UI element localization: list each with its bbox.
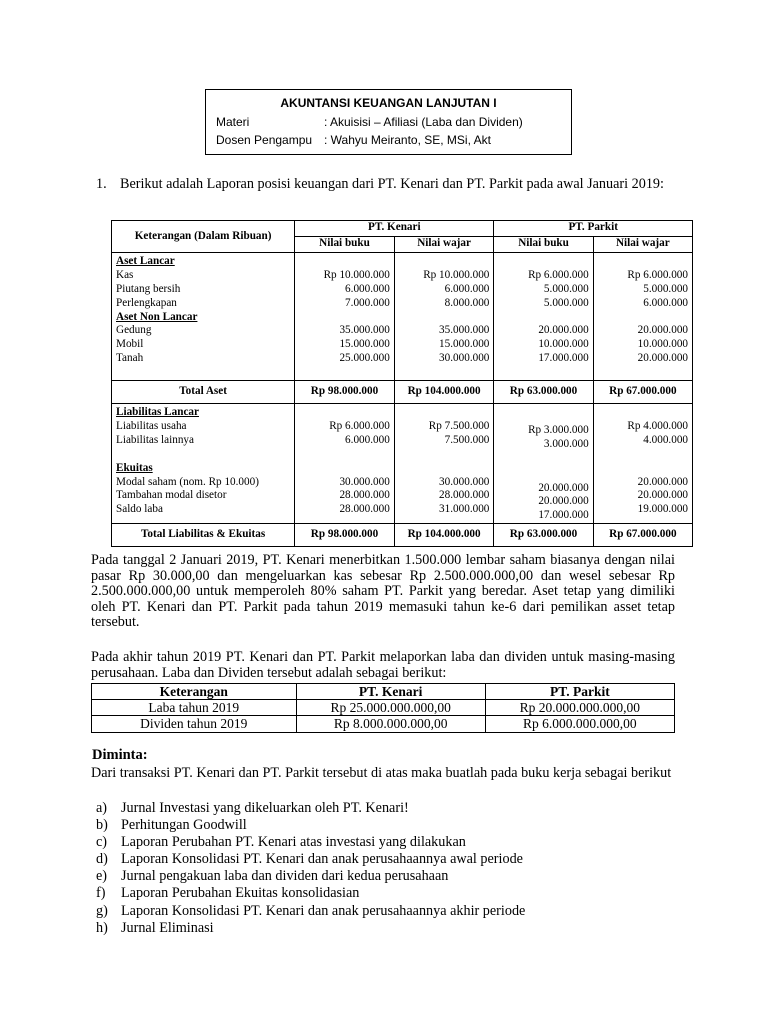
course-title: AKUNTANSI KEUANGAN LANJUTAN I [280,96,497,110]
total-aset-row [112,381,693,404]
aset-lancar-heading: Aset Lancar [116,255,175,267]
row-parkit: Rp 6.000.000.000,00 [485,716,674,732]
kas-label: Kas [116,268,134,281]
kenari-wajar-assets [394,253,494,381]
value-cell: 6.000.000 [345,433,390,446]
list-item [96,868,525,885]
total-cell: Rp 63.000.000 [494,381,593,404]
dosen-row [216,133,491,147]
list-item [96,817,525,834]
value-cell: 17.000.000 [538,352,589,365]
value-cell: 30.000.000 [339,475,390,488]
value-cell: 7.000.000 [345,296,390,309]
parkit-buku-assets [494,253,593,381]
value-cell: 15.000.000 [339,338,390,351]
item-marker: h) [96,919,108,936]
parkit-wajar-assets [593,253,692,381]
value-cell: 31.000.000 [439,503,490,516]
value-cell: 35.000.000 [339,324,390,337]
value-cell: 30.000.000 [439,352,490,365]
dosen-label: Dosen Pengampu [216,133,313,147]
kenari-wajar-liab [394,404,494,524]
value-cell: Rp 4.000.000 [627,420,688,433]
value-cell: 28.000.000 [339,503,390,516]
value-cell: 20.000.000 [637,475,688,488]
value-cell: 3.000.000 [543,437,589,450]
list-item [96,834,525,851]
value-cell: 10.000.000 [637,338,688,351]
parkit-wajar-liab [593,404,692,524]
table-row [92,716,675,732]
nilai-wajar-kenari: Nilai wajar [394,237,494,253]
laba-col-kenari: PT. Kenari [296,684,485,700]
header-box [205,89,572,155]
value-cell: Rp 6.000.000 [627,268,688,281]
value-cell: 20.000.000 [637,324,688,337]
liabilities-labels [112,404,295,524]
value-cell: 15.000.000 [439,338,490,351]
value-cell: 19.000.000 [637,503,688,516]
value-cell: 6.000.000 [643,296,688,309]
nilai-buku-kenari: Nilai buku [295,237,395,253]
question-text: Berikut adalah Laporan posisi keuangan dari PT. Kenari dan PT. Parkit pada awal Januari 2019: [120,176,664,192]
total-cell: Rp 98.000.000 [295,381,395,404]
company-kenari: PT. Kenari [295,221,494,237]
assets-block [112,253,693,381]
kenari-buku-liab [295,404,395,524]
balance-sheet-table [111,220,693,547]
item-text: Jurnal Eliminasi [121,919,214,936]
list-item [96,920,525,937]
value-cell: 30.000.000 [439,475,490,488]
task-list [96,800,525,937]
item-text: Laporan Konsolidasi PT. Kenari dan anak perusahaannya awal periode [121,851,523,868]
materi-label: Materi [216,115,250,129]
value-cell: 28.000.000 [439,489,490,502]
item-marker: b) [96,817,108,834]
value-cell: 20.000.000 [637,489,688,502]
item-text: Jurnal pengakuan laba dan dividen dari kedua perusahaan [121,868,449,885]
question-number: 1. [96,176,107,192]
value-cell: 20.000.000 [538,324,589,337]
saldo-label: Saldo laba [116,503,163,516]
item-marker: d) [96,851,108,868]
value-cell: 4.000.000 [643,433,688,446]
value-cell: 28.000.000 [339,489,390,502]
total-cell: Rp 63.000.000 [494,524,593,547]
liabilities-block [112,404,693,524]
dosen-value: : Wahyu Meiranto, SE, MSi, Akt [324,133,491,147]
diminta-intro: Dari transaksi PT. Kenari dan PT. Parkit tersebut di atas maka buatlah pada buku kerja sebagai berikut [91,765,672,781]
tambahan-label: Tambahan modal disetor [116,489,227,502]
value-cell: Rp 3.000.000 [528,424,589,437]
liab-lain-label: Liabilitas lainnya [116,433,194,446]
gedung-label: Gedung [116,324,152,337]
item-marker: c) [96,834,108,851]
perlengkapan-label: Perlengkapan [116,296,177,309]
value-cell: Rp 6.000.000 [528,268,589,281]
parkit-buku-liab [494,404,593,524]
ekuitas-heading: Ekuitas [116,461,153,474]
row-label: Laba tahun 2019 [92,700,297,716]
paragraph-acquisition: Pada tanggal 2 Januari 2019, PT. Kenari menerbitkan 1.500.000 lembar saham biasanya dengan nilai pasar Rp 30.000,00 dan mengeluarkan kas sebesar Rp 2.500.000.000,00 dan wesel sebesar Rp 2.500.000.000,00 untuk memperoleh 80% saham PT. Parkit yang beredar. Aset tetap yang dimiliki oleh PT. Kenari dan PT. Parkit pada tahun 2019 memasuki tahun ke-6 dari pemilikan asset tetap tersebut. [91,552,675,631]
value-cell: 20.000.000 [538,481,589,494]
item-marker: a) [96,800,108,816]
piutang-label: Piutang bersih [116,282,181,295]
total-cell: Rp 67.000.000 [593,381,692,404]
value-cell: 10.000.000 [538,338,589,351]
row-kenari: Rp 8.000.000.000,00 [296,716,485,732]
item-text: Laporan Perubahan Ekuitas konsolidasian [121,885,360,902]
value-cell: 17.000.000 [538,509,589,522]
paragraph-laba: Pada akhir tahun 2019 PT. Kenari dan PT. Parkit melaporkan laba dan dividen untuk masing-masing perusahaan. Laba dan Dividen tersebut adalah sebagai berikut: [91,649,675,681]
laba-dividen-table [91,683,675,733]
item-text: Laporan Perubahan PT. Kenari atas investasi yang dilakukan [121,834,466,851]
value-cell: 5.000.000 [643,282,688,295]
item-marker: g) [96,902,108,919]
value-cell: 20.000.000 [637,352,688,365]
value-cell: Rp 10.000.000 [323,268,390,281]
company-parkit: PT. Parkit [494,221,693,237]
value-cell: 25.000.000 [339,352,390,365]
item-marker: f) [96,885,106,902]
materi-value: : Akuisisi – Afiliasi (Laba dan Dividen) [324,115,523,129]
aset-non-lancar-heading: Aset Non Lancar [116,310,198,323]
total-cell: Rp 98.000.000 [295,524,395,547]
total-liab-row [112,524,693,547]
assets-labels [112,253,295,381]
value-cell: 5.000.000 [543,282,589,295]
value-cell: 8.000.000 [444,296,490,309]
list-item [96,885,525,902]
item-marker: e) [96,868,108,885]
item-text: Perhitungan Goodwill [121,817,247,834]
value-cell: 35.000.000 [439,324,490,337]
col-keterangan: Keterangan (Dalam Ribuan) [112,221,295,253]
value-cell: Rp 6.000.000 [329,420,390,433]
row-parkit: Rp 20.000.000.000,00 [485,700,674,716]
value-cell: Rp 10.000.000 [423,268,490,281]
total-liab-label: Total Liabilitas & Ekuitas [112,524,295,547]
liabilitas-lancar-heading: Liabilitas Lancar [116,406,199,419]
value-cell: Rp 7.500.000 [428,420,490,433]
total-aset-label: Total Aset [112,381,295,404]
tanah-label: Tanah [116,352,144,365]
total-cell: Rp 104.000.000 [394,381,494,404]
modal-label: Modal saham (nom. Rp 10.000) [116,475,259,488]
nilai-wajar-parkit: Nilai wajar [593,237,692,253]
item-text: Jurnal Investasi yang dikeluarkan oleh PT. Kenari! [121,800,409,816]
list-item [96,800,525,817]
item-text: Laporan Konsolidasi PT. Kenari dan anak perusahaannya akhir periode [121,902,526,919]
kenari-buku-assets [295,253,395,381]
liab-usaha-label: Liabilitas usaha [116,420,187,433]
nilai-buku-parkit: Nilai buku [494,237,593,253]
laba-col-keterangan: Keterangan [92,684,297,700]
question-1 [96,176,674,192]
materi-row [216,115,523,129]
value-cell: 5.000.000 [543,296,589,309]
total-cell: Rp 104.000.000 [394,524,494,547]
list-item [96,851,525,868]
table-row [92,700,675,716]
row-kenari: Rp 25.000.000.000,00 [296,700,485,716]
total-cell: Rp 67.000.000 [593,524,692,547]
value-cell: 20.000.000 [538,495,589,508]
laba-col-parkit: PT. Parkit [485,684,674,700]
diminta-heading: Diminta: [92,747,148,763]
list-item [96,903,525,920]
row-label: Dividen tahun 2019 [92,716,297,732]
value-cell: 6.000.000 [345,282,390,295]
mobil-label: Mobil [116,338,144,351]
value-cell: 7.500.000 [444,433,490,446]
value-cell: 6.000.000 [444,282,490,295]
